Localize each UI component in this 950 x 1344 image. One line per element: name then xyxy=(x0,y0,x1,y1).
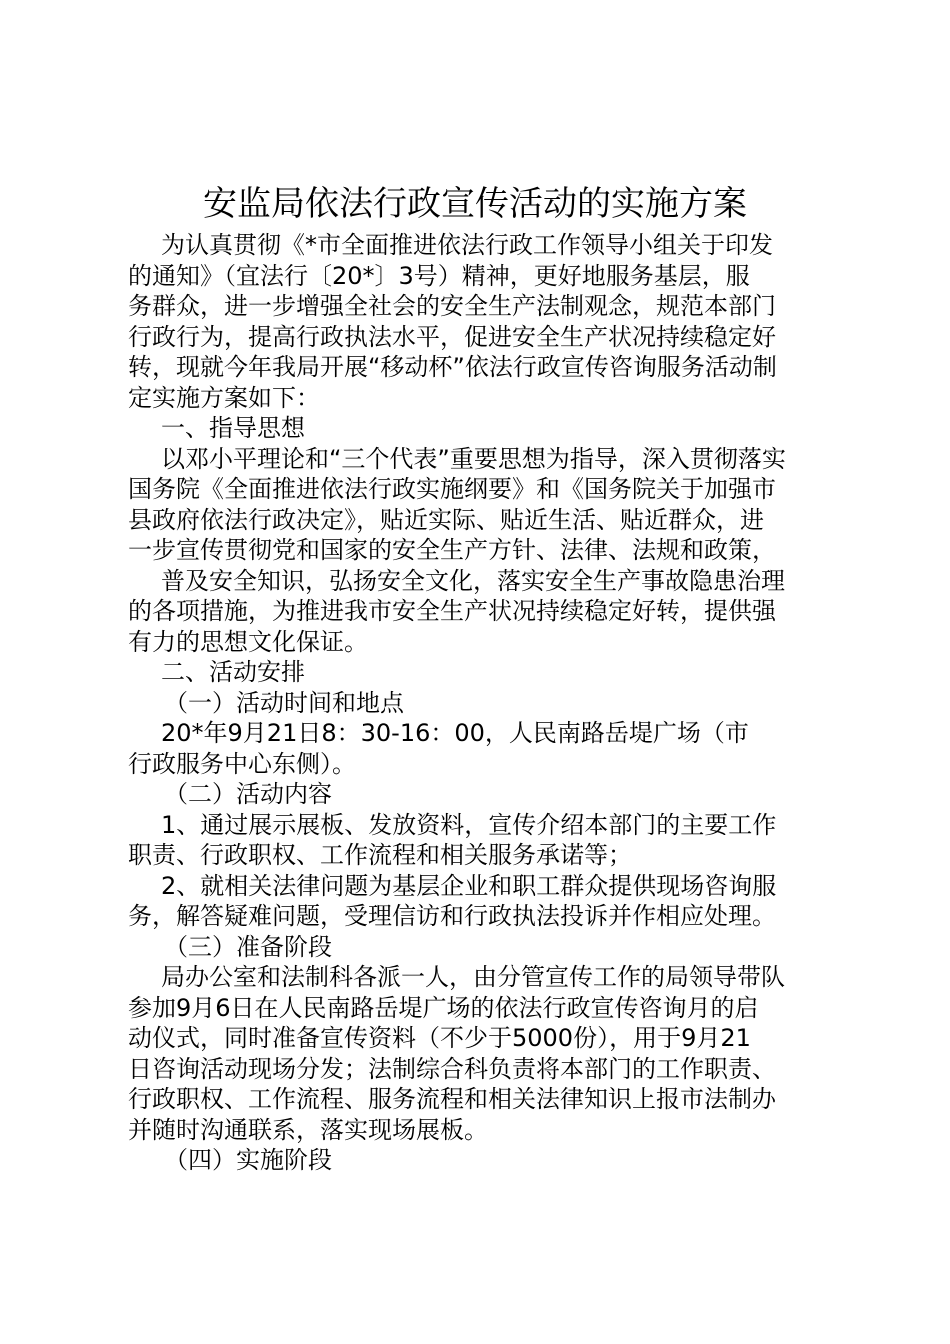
paragraph-line: 转，现就今年我局开展“移动杯”依法行政宣传咨询服务活动制 xyxy=(128,353,777,381)
paragraph-line: 务群众，进一步增强全社会的安全生产法制观念，规范本部门 xyxy=(128,292,776,320)
paragraph-line: 行政服务中心东侧）。 xyxy=(128,749,356,778)
paragraph-line: 普及安全知识，弘扬安全文化，落实安全生产事故隐患治理 xyxy=(161,566,785,595)
document-body xyxy=(128,230,833,1176)
paragraph-line: 国务院《全面推进依法行政实施纲要》和《国务院关于加强市 xyxy=(128,475,776,503)
paragraph-line: 行政职权、工作流程、服务流程和相关法律知识上报市法制办 xyxy=(128,1085,776,1113)
paragraph-line: 务，解答疑难问题，受理信访和行政执法投诉并作相应处理。 xyxy=(128,902,776,930)
document-title: 安监局依法行政宣传活动的实施方案 xyxy=(203,184,747,224)
subsection-heading: （三）准备阶段 xyxy=(164,932,332,961)
paragraph-line: 并随时沟通联系，落实现场展板。 xyxy=(128,1115,488,1144)
paragraph-line: 职责、行政职权、工作流程和相关服务承诺等； xyxy=(128,841,632,869)
paragraph-line: 的各项措施，为推进我市安全生产状况持续稳定好转，提供强 xyxy=(128,597,776,625)
paragraph-line: 一步宣传贯彻党和国家的安全生产方针、法律、法规和政策， xyxy=(128,536,776,564)
paragraph-line: 局办公室和法制科各派一人，由分管宣传工作的局领导带队 xyxy=(161,963,785,991)
paragraph-line: 动仪式，同时准备宣传资料（不少于5000份），用于9月21 xyxy=(128,1024,751,1052)
section-heading: 一、指导思想 xyxy=(161,414,305,442)
paragraph-line: 行政行为，提高行政执法水平，促进安全生产状况持续稳定好 xyxy=(128,322,776,351)
paragraph-line: 定实施方案如下： xyxy=(128,383,320,412)
paragraph-line: 以邓小平理论和“三个代表”重要思想为指导，深入贯彻落实 xyxy=(161,444,786,473)
paragraph-line: 的通知》（宜法行〔20*〕3号）精神，更好地服务基层，服 xyxy=(128,261,750,290)
paragraph-line: 2、就相关法律问题为基层企业和职工群众提供现场咨询服 xyxy=(161,871,777,900)
section-heading: 二、活动安排 xyxy=(161,658,305,686)
paragraph-line: 县政府依法行政决定》，贴近实际、贴近生活、贴近群众，进 xyxy=(128,505,764,534)
paragraph-line: 为认真贯彻《*市全面推进依法行政工作领导小组关于印发 xyxy=(161,231,773,259)
subsection-heading: （四）实施阶段 xyxy=(164,1146,332,1174)
paragraph-line: 20*年9月21日8：30-16：00，人民南路岳堤广场（市 xyxy=(161,719,749,747)
paragraph-line: 1、通过展示展板、发放资料，宣传介绍本部门的主要工作 xyxy=(161,810,777,839)
subsection-heading: （一）活动时间和地点 xyxy=(164,688,404,717)
paragraph-line: 有力的思想文化保证。 xyxy=(128,627,368,656)
paragraph-line: 参加9月6日在人民南路岳堤广场的依法行政宣传咨询月的启 xyxy=(128,993,759,1022)
subsection-heading: （二）活动内容 xyxy=(164,780,332,808)
paragraph-line: 日咨询活动现场分发；法制综合科负责将本部门的工作职责、 xyxy=(128,1054,776,1083)
